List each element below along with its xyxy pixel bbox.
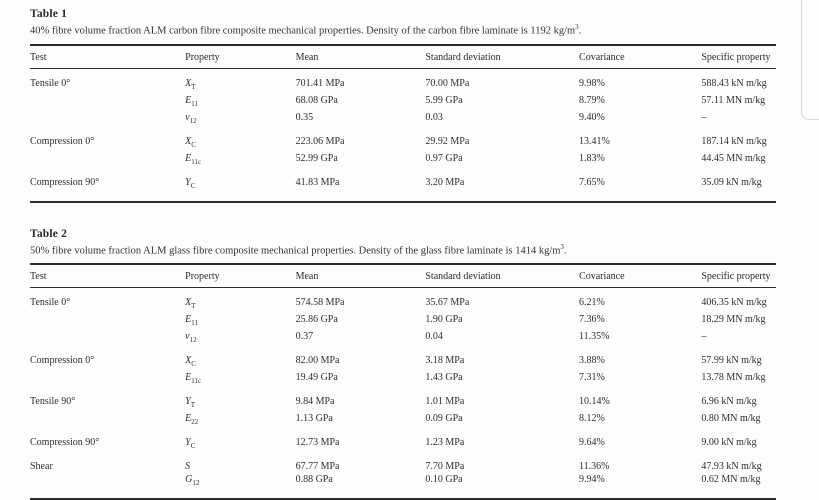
test-cell: [30, 412, 185, 429]
property-cell: $E_{11}$: [185, 313, 295, 330]
column-header-test: Test: [30, 264, 185, 288]
test-cell: Compression 0°: [30, 128, 185, 152]
table-row: [30, 94, 776, 111]
test-cell: [30, 94, 185, 111]
column-header-specific-property: Specific property: [701, 45, 776, 69]
test-cell: [30, 111, 185, 128]
property-cell: $\nu_{12}$: [185, 330, 295, 347]
covariance-cell: 6.21%: [579, 288, 701, 314]
table-row: [30, 128, 776, 152]
standard-deviation-cell: 1.01 MPa: [425, 388, 579, 412]
table-row: [30, 412, 776, 429]
covariance-cell: 1.83%: [579, 152, 701, 169]
specific-property-cell: 44.45 MN m/kg: [701, 152, 776, 169]
covariance-cell: 10.14%: [579, 388, 701, 412]
column-header-property: Property: [185, 45, 295, 69]
mean-cell: 19.49 GPa: [296, 371, 426, 388]
property-cell: $X_C$: [185, 347, 295, 371]
specific-property-cell: –: [701, 111, 776, 128]
table-row: [30, 473, 776, 499]
specific-property-cell: 406.35 kN m/kg: [701, 288, 776, 314]
specific-property-cell: 35.09 kN m/kg: [701, 169, 776, 202]
property-cell: $E_{22}$: [185, 412, 295, 429]
table-1-block: [30, 8, 776, 203]
mean-cell: 0.88 GPa: [296, 473, 426, 499]
table-2-caption-text: 50% fibre volume fraction ALM glass fibre composite mechanical properties. Density of the glass fibre laminate is 1414 kg/m: [30, 245, 560, 256]
column-header-standard-deviation: Standard deviation: [425, 264, 579, 288]
test-cell: Tensile 0°: [30, 288, 185, 314]
test-cell: [30, 371, 185, 388]
property-cell: $\nu_{12}$: [185, 111, 295, 128]
covariance-cell: 7.31%: [579, 371, 701, 388]
column-header-mean: Mean: [296, 45, 426, 69]
table-1-caption-end: .: [579, 26, 582, 37]
covariance-cell: 9.94%: [579, 473, 701, 499]
specific-property-cell: 47.93 kN m/kg: [701, 453, 776, 473]
standard-deviation-cell: 0.04: [425, 330, 579, 347]
table-row: [30, 288, 776, 314]
covariance-cell: 9.40%: [579, 111, 701, 128]
property-cell: $X_T$: [185, 68, 295, 94]
table-2-caption: [30, 243, 776, 257]
column-header-test: Test: [30, 45, 185, 69]
mean-cell: 574.58 MPa: [296, 288, 426, 314]
test-cell: [30, 152, 185, 169]
property-cell: $Y_C$: [185, 169, 295, 202]
table-2-header-row: [30, 264, 776, 288]
test-cell: [30, 330, 185, 347]
table-row: [30, 152, 776, 169]
mean-cell: 701.41 MPa: [296, 68, 426, 94]
table-row: [30, 453, 776, 473]
standard-deviation-cell: 0.10 GPa: [425, 473, 579, 499]
specific-property-cell: 0.80 MN m/kg: [701, 412, 776, 429]
mean-cell: 82.00 MPa: [296, 347, 426, 371]
mean-cell: 9.84 MPa: [296, 388, 426, 412]
page-content: [30, 8, 776, 500]
standard-deviation-cell: 1.23 MPa: [425, 429, 579, 453]
test-cell: Compression 0°: [30, 347, 185, 371]
standard-deviation-cell: 29.92 MPa: [425, 128, 579, 152]
mean-cell: 223.06 MPa: [296, 128, 426, 152]
table-row: [30, 68, 776, 94]
standard-deviation-cell: 3.18 MPa: [425, 347, 579, 371]
test-cell: [30, 473, 185, 499]
mean-cell: 1.13 GPa: [296, 412, 426, 429]
property-cell: $E_{11}$: [185, 94, 295, 111]
standard-deviation-cell: 35.67 MPa: [425, 288, 579, 314]
property-cell: $X_T$: [185, 288, 295, 314]
standard-deviation-cell: 7.70 MPa: [425, 453, 579, 473]
column-header-mean: Mean: [296, 264, 426, 288]
standard-deviation-cell: 70.00 MPa: [425, 68, 579, 94]
column-header-property: Property: [185, 264, 295, 288]
standard-deviation-cell: 0.09 GPa: [425, 412, 579, 429]
column-header-standard-deviation: Standard deviation: [425, 45, 579, 69]
test-cell: Tensile 0°: [30, 68, 185, 94]
mean-cell: 41.83 MPa: [296, 169, 426, 202]
mean-cell: 67.77 MPa: [296, 453, 426, 473]
property-cell: $Y_C$: [185, 429, 295, 453]
table-row: [30, 429, 776, 453]
covariance-cell: 7.36%: [579, 313, 701, 330]
standard-deviation-cell: 1.43 GPa: [425, 371, 579, 388]
covariance-cell: 8.79%: [579, 94, 701, 111]
specific-property-cell: 18.29 MN m/kg: [701, 313, 776, 330]
mean-cell: 0.35: [296, 111, 426, 128]
table-row: [30, 111, 776, 128]
column-header-covariance: Covariance: [579, 45, 701, 69]
test-cell: Tensile 90°: [30, 388, 185, 412]
column-header-covariance: Covariance: [579, 264, 701, 288]
covariance-cell: 11.35%: [579, 330, 701, 347]
table-1: [30, 44, 776, 203]
standard-deviation-cell: 0.03: [425, 111, 579, 128]
table-1-caption-sup: 3: [575, 23, 579, 31]
covariance-cell: 13.41%: [579, 128, 701, 152]
specific-property-cell: 187.14 kN m/kg: [701, 128, 776, 152]
mean-cell: 12.73 MPa: [296, 429, 426, 453]
covariance-cell: 8.12%: [579, 412, 701, 429]
table-1-caption: [30, 23, 776, 37]
table-2: [30, 263, 776, 500]
table-row: [30, 169, 776, 202]
standard-deviation-cell: 1.90 GPa: [425, 313, 579, 330]
table-1-header-row: [30, 45, 776, 69]
test-cell: Compression 90°: [30, 169, 185, 202]
specific-property-cell: 0.62 MN m/kg: [701, 473, 776, 499]
specific-property-cell: 13.78 MN m/kg: [701, 371, 776, 388]
property-cell: $X_C$: [185, 128, 295, 152]
standard-deviation-cell: 0.97 GPa: [425, 152, 579, 169]
table-1-caption-text: 40% fibre volume fraction ALM carbon fibre composite mechanical properties. Density of the carbon fibre laminate is 1192 kg/m: [30, 26, 575, 37]
specific-property-cell: 9.00 kN m/kg: [701, 429, 776, 453]
mean-cell: 68.08 GPa: [296, 94, 426, 111]
specific-property-cell: 588.43 kN m/kg: [701, 68, 776, 94]
table-row: [30, 371, 776, 388]
table-row: [30, 330, 776, 347]
column-header-specific-property: Specific property: [701, 264, 776, 288]
test-cell: Shear: [30, 453, 185, 473]
table-2-caption-end: .: [564, 245, 567, 256]
mean-cell: 25.86 GPa: [296, 313, 426, 330]
specific-property-cell: –: [701, 330, 776, 347]
property-cell: S: [185, 453, 295, 473]
test-cell: [30, 313, 185, 330]
standard-deviation-cell: 5.99 GPa: [425, 94, 579, 111]
covariance-cell: 9.64%: [579, 429, 701, 453]
right-panel-edge: [801, 0, 819, 120]
table-row: [30, 388, 776, 412]
table-row: [30, 347, 776, 371]
property-cell: $E_{11c}$: [185, 152, 295, 169]
table-1-label: Table 1: [30, 8, 776, 20]
property-cell: $E_{11c}$: [185, 371, 295, 388]
covariance-cell: 3.88%: [579, 347, 701, 371]
covariance-cell: 9.98%: [579, 68, 701, 94]
mean-cell: 52.99 GPa: [296, 152, 426, 169]
covariance-cell: 11.36%: [579, 453, 701, 473]
table-2-caption-sup: 3: [560, 243, 564, 251]
specific-property-cell: 57.99 kN m/kg: [701, 347, 776, 371]
table-2-block: [30, 228, 776, 500]
property-cell: $G_{12}$: [185, 473, 295, 499]
mean-cell: 0.37: [296, 330, 426, 347]
test-cell: Compression 90°: [30, 429, 185, 453]
property-cell: $Y_T$: [185, 388, 295, 412]
standard-deviation-cell: 3.20 MPa: [425, 169, 579, 202]
table-row: [30, 313, 776, 330]
specific-property-cell: 6.96 kN m/kg: [701, 388, 776, 412]
covariance-cell: 7.65%: [579, 169, 701, 202]
table-2-label: Table 2: [30, 228, 776, 240]
specific-property-cell: 57.11 MN m/kg: [701, 94, 776, 111]
